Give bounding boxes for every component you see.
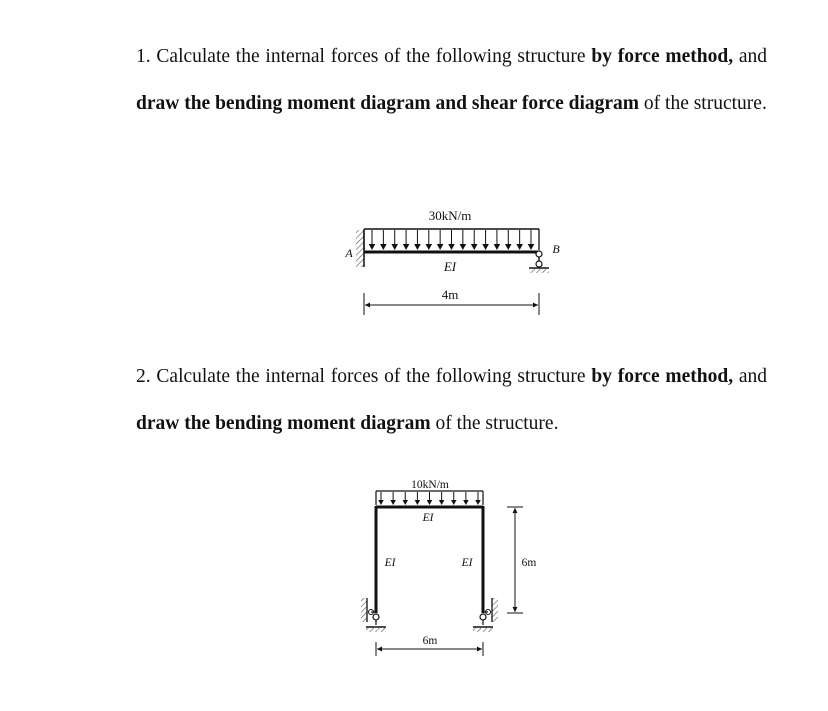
load-arrow-head (439, 500, 445, 505)
load-arrow-head (437, 244, 444, 250)
load-arrow-head (403, 244, 410, 250)
load-arrow-head (391, 244, 398, 250)
span-label-2: 6m (422, 635, 438, 647)
right-column-stiffness-label: EI (461, 557, 473, 569)
load-arrow-head (528, 244, 535, 250)
load-arrows-2 (378, 492, 481, 505)
left-hinged-support (361, 598, 386, 632)
load-arrows-1 (369, 230, 535, 250)
support-b-label: B (552, 242, 560, 256)
fixed-support-a (356, 230, 364, 267)
height-label: 6m (521, 557, 537, 569)
load-arrow-head (380, 244, 387, 250)
load-arrow-head (451, 500, 457, 505)
height-dimension (507, 507, 523, 613)
right-hinged-support (473, 598, 498, 632)
load-arrow-head (463, 500, 469, 505)
support-a-label: A (345, 246, 353, 260)
load-label-2: 10kN/m (411, 479, 449, 491)
load-arrow-head (471, 244, 478, 250)
load-arrow-head (427, 500, 433, 505)
load-arrow-head (425, 244, 432, 250)
load-arrow-head (414, 244, 421, 250)
load-arrow-head (448, 244, 455, 250)
problem-2-text: 2. Calculate the internal forces of the following structure by force method, and draw the bending moment diagram of the structure. (136, 366, 768, 434)
pin-support-b (529, 251, 549, 273)
load-arrow-head (390, 500, 396, 505)
load-arrow-head (505, 244, 512, 250)
frame-beam-stiffness-label: EI (422, 512, 434, 524)
load-arrow-head (460, 244, 467, 250)
figure-2-frame (361, 479, 536, 656)
load-arrow-head (475, 500, 481, 505)
load-arrow-head (482, 244, 489, 250)
load-arrow-head (369, 244, 376, 250)
load-arrow-head (403, 500, 409, 505)
problem-1-number: 1. (136, 46, 151, 67)
load-label-1: 30kN/m (428, 208, 472, 223)
left-column-stiffness-label: EI (384, 557, 396, 569)
figure-1-beam (344, 208, 560, 315)
problem-1-text: 1. Calculate the internal forces of the following structure by force method, and draw the bending moment diagram and shear force diagram of the structure. (136, 46, 768, 114)
problem-2-number: 2. (136, 366, 151, 387)
span-label-1: 4m (441, 287, 459, 302)
beam-stiffness-label: EI (443, 259, 457, 274)
load-arrow-head (415, 500, 421, 505)
load-arrow-head (516, 244, 523, 250)
load-arrow-head (494, 244, 501, 250)
load-arrow-head (378, 500, 384, 505)
